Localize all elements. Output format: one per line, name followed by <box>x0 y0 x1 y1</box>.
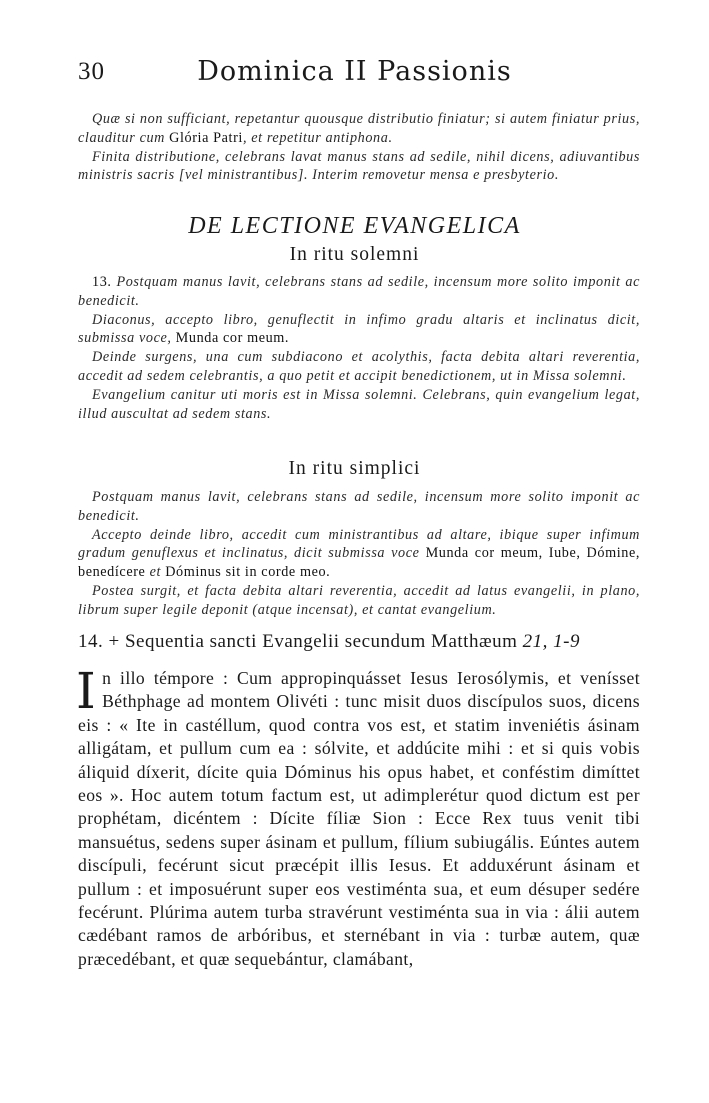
subheading-simple: In ritu simplici <box>288 458 421 479</box>
rubric-paragraph: Diaconus, accepto libro, genuflectit in infimo gradu altaris et inclinatus dicit, submissa voce, Munda cor meum. <box>78 311 640 347</box>
rubric-paragraph: Quæ si non sufficiant, repetantur quousque distributio finiatur; si autem finiatur prius, clauditur cum Glória Patri, et repetitur antiphona. <box>78 111 640 146</box>
subheading-solemn: In ritu solemni <box>289 244 420 265</box>
running-head <box>0 56 709 96</box>
rubric-paragraph: Finita distributione, celebrans lavat manus stans ad sedile, nihil dicens, adiuvantibus ministris sacris [vel ministrantibus]. Interim removetur mensa e presbyterio. <box>78 148 640 184</box>
drop-cap-initial: I <box>76 662 97 720</box>
gospel-text: In illo témpore : Cum appropinquásset Iesus Ierosólymis, et venísset Béthphage ad montem Olivéti : tunc misit duos discípulos suos, dicens eis : « Ite in castéllum, quod contra vos est, et statim inveniétis ásinam alligátam, et pullum cum ea : sólvite, et addúcite mihi : et si quis vobis áliquid díxerit, dícite quia Dóminus his opus habet, et conféstim dimíttet eos ». Hoc autem totum factum est, ut adimplerétur quod dictum est per prophétam, dicéntem : Dícite fíliæ Sion : Ecce Rex tuus venit tibi mansuétus, sedens super ásinam et pullum, fílium subiugális. Eúntes autem discípuli, fecérunt sicut præcépit illis Iesus. Et adduxérunt ásinam et pullum : et imposuérunt super eos vestiménta sua, et eum désuper sedére fecérunt. Plúrima autem turba stravérunt vestiménta sua in via : álii autem cædébant ramos de arbóribus, et sternébant in via : turbæ autem, quæ præcedébant, et quæ sequebántur, clamábant, <box>76 662 640 969</box>
rubric-paragraph: Postquam manus lavit, celebrans stans ad sedile, incensum more solito imponit ac benedicit. <box>78 489 640 524</box>
gospel-heading: 14. + Sequentia sancti Evangelii secundum Matthæum 21, 1-9 <box>78 631 580 652</box>
rubric-paragraph: 13. Postquam manus lavit, celebrans stans ad sedile, incensum more solito imponit ac benedicit. <box>78 274 640 309</box>
rubric-paragraph: Postea surgit, et facta debita altari reverentia, accedit ad latus evangelii, in plano, librum super legile deponit (atque incensat), et cantat evangelium. <box>78 582 640 618</box>
simple-rubrics <box>78 488 640 620</box>
rubric-paragraph: Accepto deinde libro, accedit cum ministrantibus ad altare, ibique super infimum gradum genuflexus et inclinatus, dicit submissa voce Munda cor meum, Iube, Dómine, benedícere et Dóminus sit in corde meo. <box>78 526 641 581</box>
page-number: 30 <box>78 58 105 85</box>
running-title: Dominica II Passionis <box>197 56 512 87</box>
intro-rubrics <box>78 110 640 185</box>
gospel-reference: 21, 1-9 <box>522 631 580 652</box>
section-title: DE LECTIONE EVANGELICA <box>188 213 521 239</box>
rubric-paragraph: Evangelium canitur uti moris est in Missa solemni. Celebrans, quin evangelium legat, illud auscultat ad sedem stans. <box>78 386 640 422</box>
solemn-rubrics <box>78 273 640 423</box>
paragraph-number: 13. <box>92 274 112 290</box>
rubric-paragraph: Deinde surgens, una cum subdiacono et acolythis, facta debita altari reverentia, accedit ad sedem celebrantis, a quo petit et accipit benedictionem, ut in Missa solemni. <box>78 349 640 384</box>
